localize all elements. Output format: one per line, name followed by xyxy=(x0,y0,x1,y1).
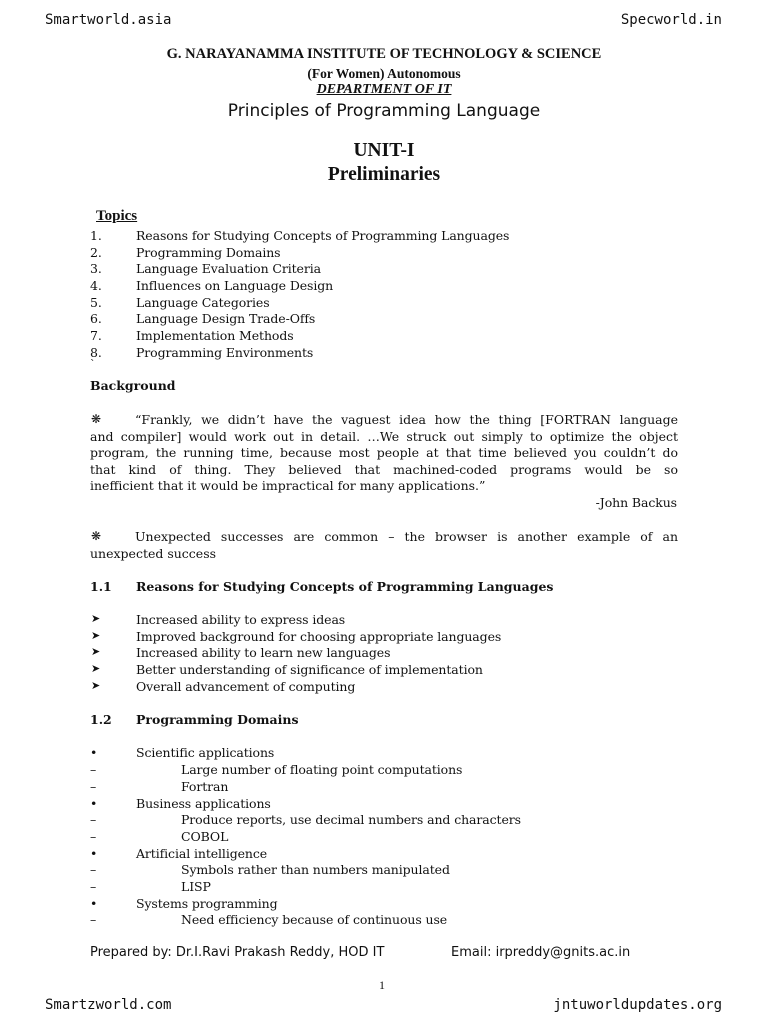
arrow-bullet-icon: ➤ xyxy=(91,662,101,675)
topic-number: 3. xyxy=(90,261,102,276)
list-marker: – xyxy=(90,862,97,877)
topic-number: 1. xyxy=(90,228,102,243)
domain-subitem: Produce reports, use decimal numbers and characters xyxy=(181,812,521,827)
domain-subitem: Symbols rather than numbers manipulated xyxy=(181,862,450,877)
background-note xyxy=(90,529,678,562)
institute-name: G. NARAYANAMMA INSTITUTE OF TECHNOLOGY & SCIENCE xyxy=(166,46,602,62)
topic-item: Implementation Methods xyxy=(136,328,294,343)
stray-mark: ` xyxy=(90,358,96,371)
topic-item: Programming Domains xyxy=(136,245,281,260)
department-name: DEPARTMENT OF IT xyxy=(316,82,452,97)
list-marker: – xyxy=(90,812,97,827)
list-marker: – xyxy=(90,879,97,894)
footer-right-site: jntuworldupdates.org xyxy=(553,997,722,1013)
topic-item: Reasons for Studying Concepts of Programming Languages xyxy=(136,228,510,243)
quote-line: “Frankly, we didn’t have the vaguest idea how the thing [FORTRAN language xyxy=(135,412,678,427)
unit-title: Preliminaries xyxy=(327,164,441,185)
section-title: Programming Domains xyxy=(136,712,299,727)
domain-subitem: COBOL xyxy=(181,829,229,844)
section-title: Reasons for Studying Concepts of Programming Languages xyxy=(136,579,554,594)
domain-item: Business applications xyxy=(136,796,271,811)
topic-number: 8. xyxy=(90,345,102,360)
list-marker: – xyxy=(90,762,97,777)
header-left-site: Smartworld.asia xyxy=(45,12,172,28)
reason-item: Increased ability to express ideas xyxy=(136,612,346,627)
note-line: Unexpected successes are common – the browser is another example of an xyxy=(135,529,678,544)
topic-number: 6. xyxy=(90,311,102,326)
quote-attribution: -John Backus xyxy=(595,495,677,510)
list-marker: • xyxy=(90,796,98,811)
quote-line: that kind of thing. They believed that machined-coded programs would be so xyxy=(90,461,678,477)
backus-quote xyxy=(90,412,678,495)
domain-item: Scientific applications xyxy=(136,745,275,760)
topic-item: Language Design Trade-Offs xyxy=(136,311,316,326)
institute-subtitle: (For Women) Autonomous xyxy=(307,66,461,81)
topic-number: 7. xyxy=(90,328,102,343)
list-marker: – xyxy=(90,912,97,927)
footer-left-site: Smartzworld.com xyxy=(45,997,172,1013)
list-marker: – xyxy=(90,829,97,844)
author-email: Email: irpreddy@gnits.ac.in xyxy=(451,945,631,960)
domain-item: Artificial intelligence xyxy=(136,846,268,861)
section-number: 1.1 xyxy=(90,579,112,594)
reason-item: Improved background for choosing appropriate languages xyxy=(136,629,502,644)
arrow-bullet-icon: ➤ xyxy=(91,629,101,642)
page-number: 1 xyxy=(379,978,385,992)
flower-bullet-icon: ❋ xyxy=(91,412,102,426)
list-marker: • xyxy=(90,745,98,760)
arrow-bullet-icon: ➤ xyxy=(91,645,101,658)
note-line: unexpected success xyxy=(90,545,217,561)
domain-subitem: LISP xyxy=(181,879,211,894)
topic-item: Programming Environments xyxy=(136,345,314,360)
quote-line: program, the running time, because most people at that time believed you couldn’t do xyxy=(90,445,678,461)
topic-number: 5. xyxy=(90,295,102,310)
topic-item: Language Categories xyxy=(136,295,270,310)
topics-heading: Topics xyxy=(96,208,138,224)
domain-subitem: Large number of floating point computations xyxy=(181,762,463,777)
reason-item: Increased ability to learn new languages xyxy=(136,645,391,660)
domain-subitem: Fortran xyxy=(181,779,229,794)
list-marker: • xyxy=(90,896,98,911)
quote-line: and compiler] would work out in detail. …We struck out simply to optimize the object xyxy=(90,428,678,444)
reason-item: Overall advancement of computing xyxy=(136,679,356,694)
reason-item: Better understanding of significance of implementation xyxy=(136,662,483,677)
background-heading: Background xyxy=(90,378,176,393)
topic-item: Influences on Language Design xyxy=(136,278,334,293)
section-number: 1.2 xyxy=(90,712,112,727)
prepared-by: Prepared by: Dr.I.Ravi Prakash Reddy, HOD IT xyxy=(90,945,385,960)
topic-number: 4. xyxy=(90,278,102,293)
flower-bullet-icon: ❋ xyxy=(91,529,102,543)
header-right-site: Specworld.in xyxy=(620,12,722,28)
arrow-bullet-icon: ➤ xyxy=(91,679,101,692)
list-marker: – xyxy=(90,779,97,794)
unit-heading: UNIT-I xyxy=(353,140,415,161)
arrow-bullet-icon: ➤ xyxy=(91,612,101,625)
list-marker: • xyxy=(90,846,98,861)
topic-item: Language Evaluation Criteria xyxy=(136,261,321,276)
quote-line: inefficient that it would be impractical for many applications.” xyxy=(90,478,486,494)
domain-subitem: Need efficiency because of continuous use xyxy=(181,912,448,927)
topic-number: 2. xyxy=(90,245,102,260)
course-title: Principles of Programming Language xyxy=(227,101,541,121)
domain-item: Systems programming xyxy=(136,896,278,911)
